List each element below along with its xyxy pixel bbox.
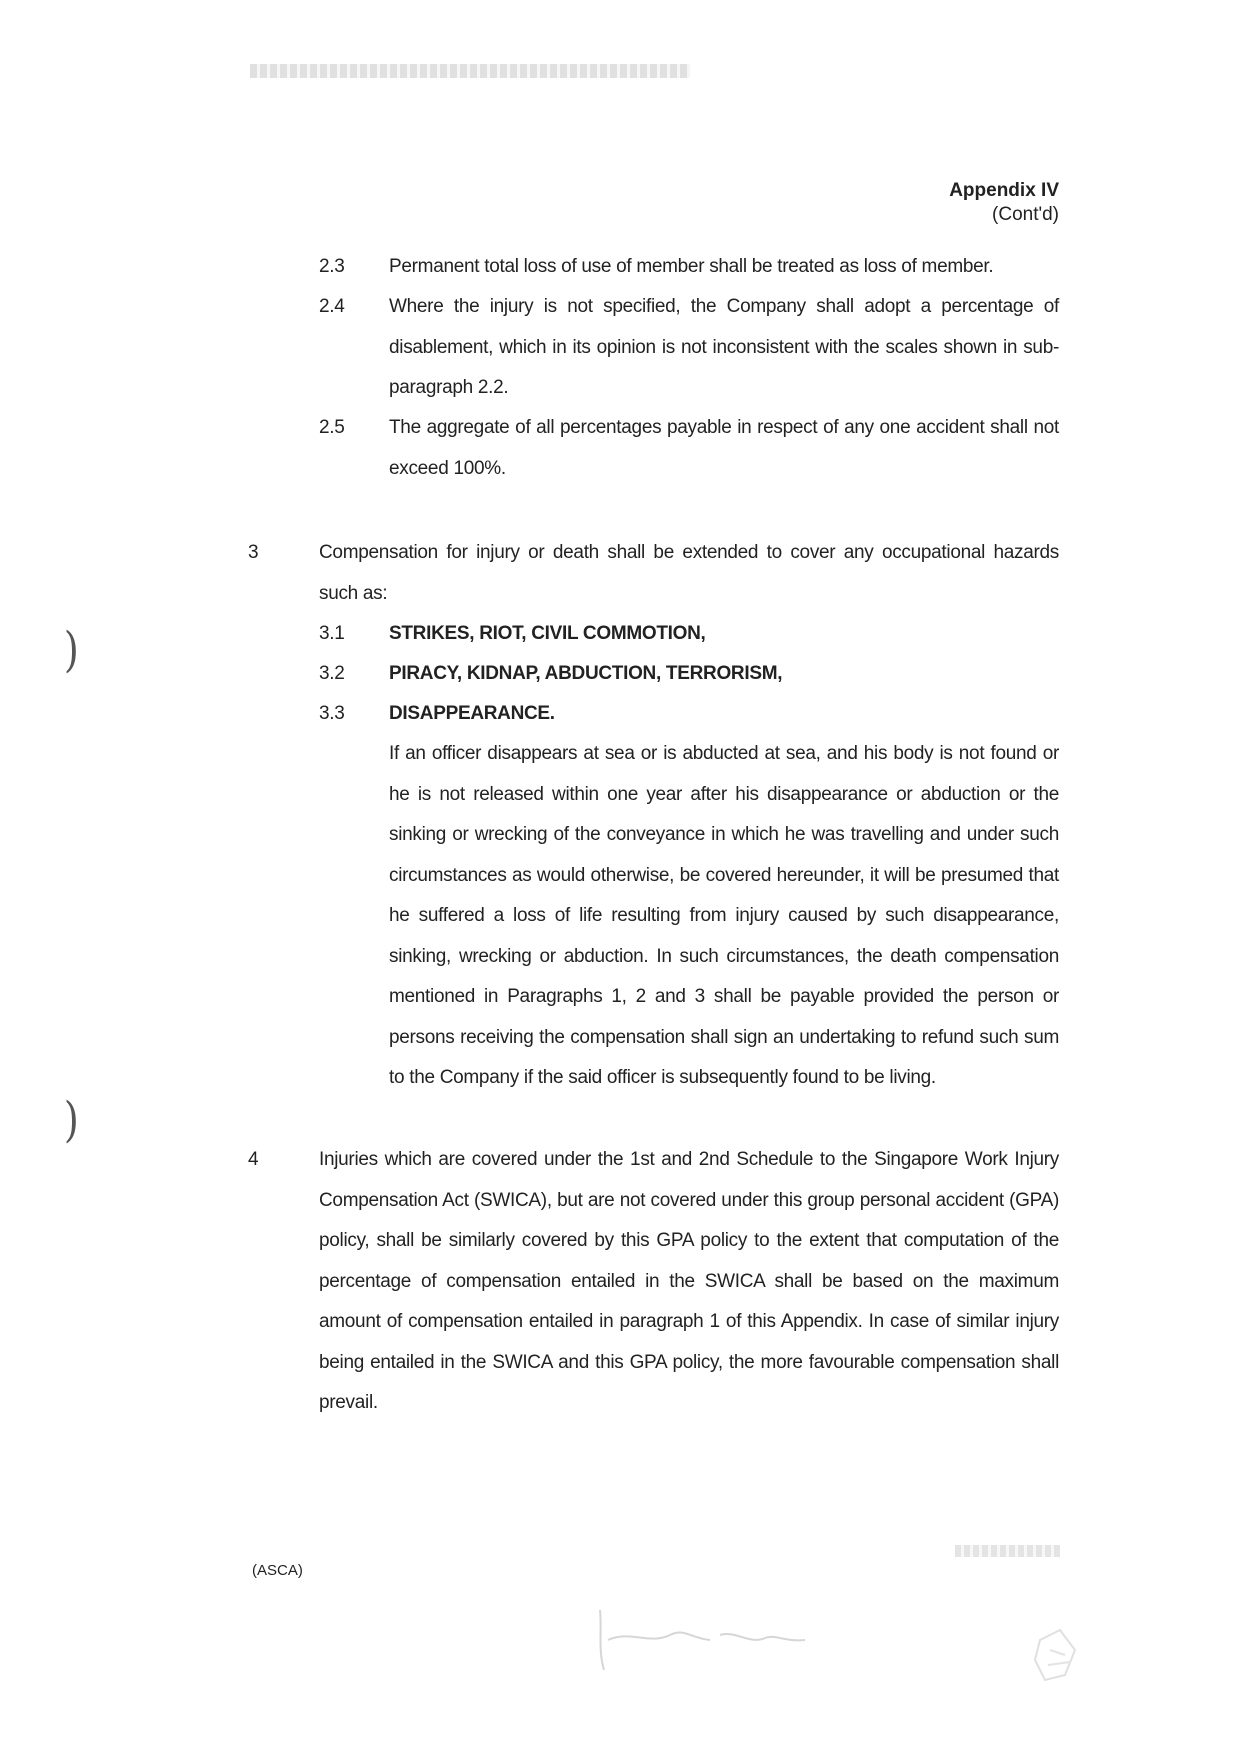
item-text: Permanent total loss of use of member shall be treated as loss of member.	[389, 256, 994, 277]
footer-tag: (ASCA)	[252, 1562, 303, 1579]
section-4-paragraph: Injuries which are covered under the 1st and 2nd Schedule to the Singapore Work Injury Compensation Act (SWICA), but are not covered under this group personal accident (GPA) policy, shall be similarly covered by this GPA policy to the extent that computation of the percentage of compensation entailed in the SWICA shall be based on the maximum amount of compensation entailed in paragraph 1 of this Appendix. In case of similar injury being entailed in the SWICA and this GPA policy, the more favourable compensation shall prevail.	[319, 1149, 1059, 1413]
hazard-piracy: PIRACY, KIDNAP, ABDUCTION, TERRORISM,	[389, 663, 783, 684]
disappearance-paragraph: If an officer disappears at sea or is abducted at sea, and his body is not found or he is not released within one year after his disappearance or abduction or the sinking or wrecking of the conveyance in which he was travelling and under such circumstances as would otherwise, be covered hereunder, it will be presumed that he suffered a loss of life resulting from injury caused by such disappearance, sinking, wrecking or abduction. In such circumstances, the death compensation mentioned in Paragraphs 1, 2 and 3 shall be payable provided the person or persons receiving the compensation shall sign an undertaking to refund such sum to the Company if the said officer is subsequently found to be living.	[389, 743, 1059, 1088]
punch-hole-mark: )	[63, 622, 79, 678]
stamp-mark	[1020, 1620, 1100, 1700]
signature-mark	[590, 1590, 820, 1680]
section-number: 4	[248, 1149, 259, 1170]
item-number: 2.3	[319, 256, 345, 277]
item-text: The aggregate of all percentages payable in respect of any one accident shall not exceed 100%.	[389, 417, 1059, 479]
hazard-disappearance: DISAPPEARANCE.	[389, 703, 555, 724]
item-number: 2.4	[319, 296, 345, 317]
subitem-number: 3.2	[319, 663, 345, 684]
subitem-number: 3.3	[319, 703, 345, 724]
faint-header-artifact	[250, 64, 690, 78]
appendix-title: Appendix IV	[949, 180, 1059, 201]
punch-hole-mark: )	[63, 1092, 79, 1148]
section-intro: Compensation for injury or death shall be extended to cover any occupational hazards such as:	[319, 542, 1059, 604]
item-text: Where the injury is not specified, the Company shall adopt a percentage of disablement, which in its opinion is not inconsistent with the scales shown in sub-paragraph 2.2.	[389, 296, 1059, 398]
section-number: 3	[248, 542, 259, 563]
faint-footer-artifact	[955, 1545, 1060, 1557]
subitem-number: 3.1	[319, 623, 345, 644]
hazard-strikes: STRIKES, RIOT, CIVIL COMMOTION,	[389, 623, 706, 644]
appendix-continued-label: (Cont'd)	[992, 204, 1059, 225]
item-number: 2.5	[319, 417, 345, 438]
